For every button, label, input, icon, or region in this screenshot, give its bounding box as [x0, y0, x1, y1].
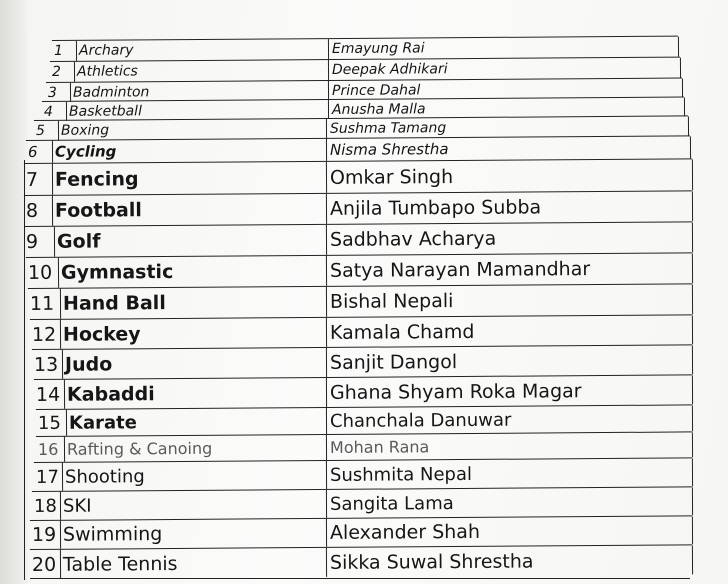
right-border	[682, 79, 683, 98]
right-border	[690, 136, 691, 158]
official-name: Kamala Chamd	[326, 317, 475, 347]
sport-name: Hand Ball	[62, 292, 166, 315]
sport-name: Kabaddi	[66, 382, 155, 406]
sport-name: Football	[54, 199, 142, 222]
official-name: Nisma Shrestha	[326, 138, 449, 161]
official-name: Mohan Rana	[326, 434, 429, 460]
official-name: Bishal Nepali	[326, 286, 454, 317]
official-name: Sanjit Dangol	[326, 347, 457, 377]
sport-name: Athletics	[76, 63, 138, 80]
official-name: Anjila Tumbapo Subba	[326, 192, 541, 224]
sport-name: Gymnastic	[60, 260, 174, 284]
official-name: Sushmita Nepal	[326, 460, 472, 489]
row-number: 11	[28, 289, 61, 319]
sport-name: Shooting	[64, 465, 145, 488]
row-number: 13	[32, 350, 63, 379]
sport-name: Golf	[56, 230, 101, 253]
sport-name: Boxing	[60, 122, 110, 139]
right-border	[688, 116, 689, 136]
right-border	[692, 159, 693, 190]
sport-name: Badminton	[72, 83, 150, 101]
row-number: 6	[26, 141, 53, 163]
right-border	[692, 253, 693, 283]
official-name: Sikka Suwal Shrestha	[326, 546, 534, 576]
right-border	[678, 37, 679, 57]
right-border	[692, 405, 693, 431]
row-number: 10	[26, 258, 59, 288]
table-row	[24, 221, 692, 257]
row-number: 18	[32, 492, 61, 520]
table-row	[24, 158, 692, 195]
table-row	[34, 374, 692, 409]
row-number: 19	[30, 521, 61, 549]
official-name: Chanchala Danuwar	[326, 407, 512, 434]
official-name: Sangita Lama	[326, 489, 454, 518]
right-border	[692, 191, 693, 221]
table-row	[26, 252, 692, 288]
right-border	[680, 58, 681, 78]
row-number: 7	[24, 164, 53, 195]
row-number: 5	[34, 121, 59, 141]
table-row	[32, 486, 692, 520]
table-row	[28, 283, 692, 319]
official-name: Omkar Singh	[326, 161, 453, 193]
sport-name: Cycling	[54, 142, 117, 161]
row-number: 9	[24, 227, 55, 257]
official-name: Deepak Adhikari	[328, 59, 448, 80]
row-number: 14	[34, 380, 65, 409]
row-number: 3	[46, 83, 71, 102]
sport-name: Hockey	[62, 322, 141, 346]
row-number: 1	[52, 41, 77, 61]
sport-name: Rafting & Canoing	[66, 438, 213, 459]
sport-name: Basketball	[68, 102, 142, 120]
row-number: 16	[36, 437, 65, 462]
sport-name: SKI	[62, 495, 92, 517]
official-name: Alexander Shah	[326, 518, 480, 547]
sport-name: Archary	[78, 42, 134, 59]
right-border	[692, 315, 693, 344]
right-border	[692, 222, 693, 252]
table-row	[34, 457, 692, 491]
table-row	[30, 544, 692, 579]
right-border	[692, 375, 693, 404]
table-row	[30, 515, 692, 549]
official-name: Prince Dahal	[328, 80, 421, 100]
table-row	[30, 314, 692, 349]
sport-name: Fencing	[54, 167, 139, 191]
right-border	[692, 284, 693, 314]
official-name: Emayung Rai	[328, 38, 425, 59]
official-name: Sushma Tamang	[326, 118, 446, 139]
sport-name: Karate	[68, 411, 138, 434]
row-number: 8	[24, 196, 53, 226]
sport-name: Swimming	[62, 523, 163, 546]
row-number: 2	[50, 62, 75, 82]
row-number: 12	[30, 320, 61, 349]
right-border	[692, 432, 693, 457]
official-name: Anusha Malla	[328, 99, 426, 119]
sport-name: Judo	[64, 352, 113, 376]
right-border	[692, 487, 693, 515]
table-bottom-border	[30, 578, 690, 579]
table-row	[24, 190, 692, 226]
row-number: 20	[30, 550, 61, 579]
row-number: 17	[34, 463, 63, 491]
official-name: Sadbhav Acharya	[326, 224, 497, 255]
official-name: Ghana Shyam Roka Magar	[326, 376, 582, 407]
right-border	[692, 516, 693, 544]
row-number: 4	[42, 102, 67, 121]
right-border	[692, 458, 693, 486]
sport-name: Table Tennis	[62, 552, 178, 576]
row-number: 15	[36, 410, 67, 436]
right-border	[692, 545, 693, 574]
right-border	[692, 345, 693, 374]
table-row	[32, 344, 692, 379]
right-border	[684, 98, 685, 117]
official-name: Satya Narayan Mamandhar	[326, 254, 590, 286]
